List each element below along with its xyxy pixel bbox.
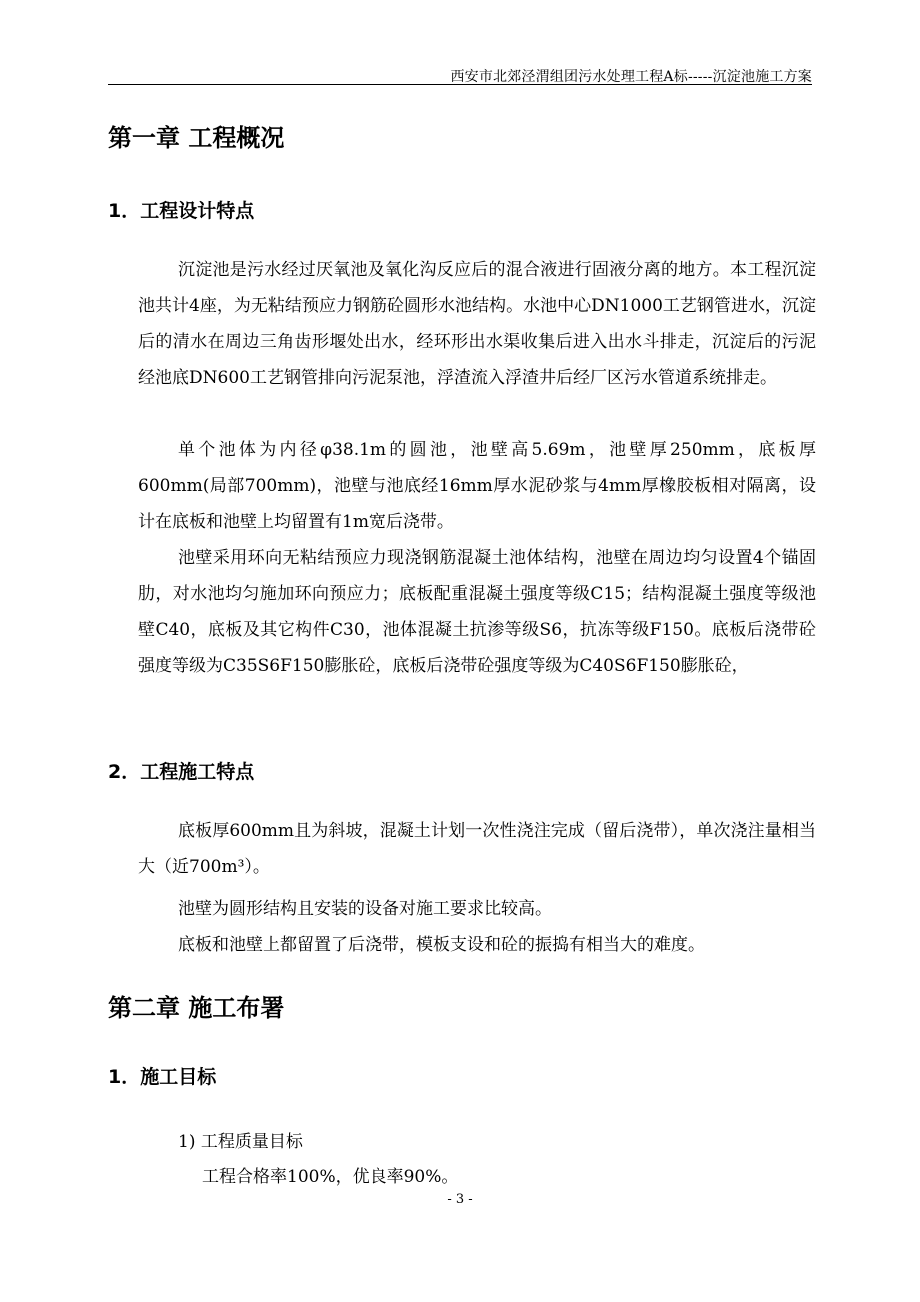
paragraph-1: 沉淀池是污水经过厌氧池及氧化沟反应后的混合液进行固液分离的地方。本工程沉淀池共计4座，为无粘结预应力钢筋砼圆形水池结构。水池中心DN1000工艺钢管进水，沉淀后的清水在周边三角齿形堰处出水，经环形出水渠收集后进入出水斗排走，沉淀后的污泥经池底DN600工艺钢管排向污泥泵池，浮渣流入浮渣井后经厂区污水管道系统排走。 xyxy=(138,260,816,388)
page-number: - 3 - xyxy=(447,1192,473,1207)
paragraph-4: 底板厚600mm且为斜坡，混凝土计划一次性浇注完成（留后浇带），单次浇注量相当大（近700m³）。 xyxy=(138,821,816,877)
list-item-text: 工程合格率100%，优良率90%。 xyxy=(202,1167,459,1187)
chapter-2-title: 第二章 施工布署 xyxy=(108,994,285,1022)
section-2-1-title: 1．施工目标 xyxy=(108,1066,217,1088)
paragraph-5: 池壁为圆形结构且安装的设备对施工要求比较高。 xyxy=(178,899,552,919)
paragraph-2: 单个池体为内径φ38.1m的圆池，池壁高5.69m，池壁厚250mm，底板厚600mm(局部700mm)，池壁与池底经16mm厚水泥砂浆与4mm厚橡胶板相对隔离，设计在底板和池壁上均留置有1m宽后浇带。 xyxy=(138,440,816,532)
paragraph-6: 底板和池壁上都留置了后浇带，模板支设和砼的振捣有相当大的难度。 xyxy=(178,935,705,955)
list-item-label: 1) 工程质量目标 xyxy=(178,1132,303,1152)
paragraph-3: 池壁采用环向无粘结预应力现浇钢筋混凝土池体结构，池壁在周边均匀设置4个锚固肋，对水池均匀施加环向预应力；底板配重混凝土强度等级C15；结构混凝土强度等级池壁C40，底板及其它构件C30，池体混凝土抗渗等级S6，抗冻等级F150。底板后浇带砼强度等级为C35S6F150膨胀砼，底板后浇带砼强度等级为C40S6F150膨胀砼， xyxy=(138,548,816,676)
running-header: 西安市北郊泾渭组团污水处理工程A标-----沉淀池施工方案 xyxy=(450,69,812,85)
section-1-2-title: 2．工程施工特点 xyxy=(108,761,255,783)
chapter-1-title: 第一章 工程概况 xyxy=(108,124,285,152)
section-1-1-title: 1．工程设计特点 xyxy=(108,200,255,222)
header-rule xyxy=(108,84,812,85)
